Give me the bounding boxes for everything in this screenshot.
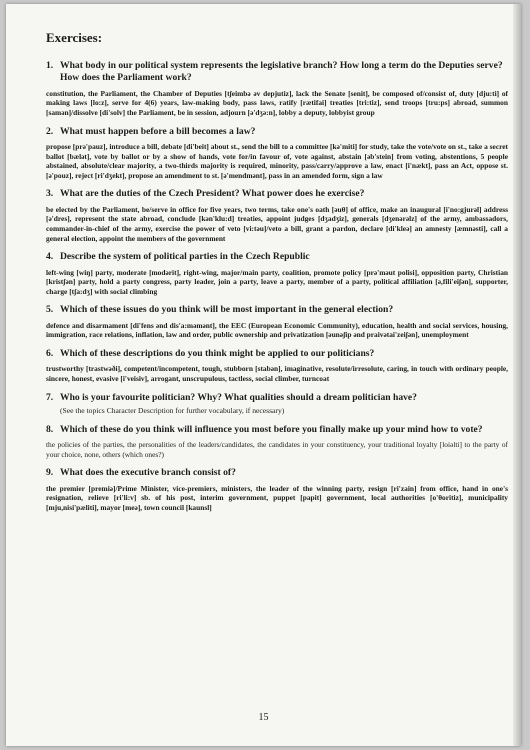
question-text: What body in our political system represents the legislative branch? How long a term do the Deputies serve? How does the Parliament work? — [60, 60, 503, 84]
page-number: 15 — [258, 712, 269, 723]
question-note: (See the topics Character Description for further vocabulary, if necessary) — [60, 405, 285, 415]
question-4 — [46, 251, 508, 296]
question-text: What are the duties of the Czech President? What power does he exercise? — [60, 188, 365, 200]
question-1 — [46, 60, 508, 118]
question-5 — [46, 304, 508, 340]
question-number: 7. — [46, 391, 54, 403]
vocabulary-list: constitution, the Parliament, the Chamber of Deputies [tʃeimbə əv depjutiz], lack the Senate [senit], be composed of/consist of, duty [dju:ti] of making laws [lo:z], serve for 4(6) years, law-making body, pass laws, ratify [rætifai] treaties [tri:tiz], send troops [tru:ps] abroad, summon [samən]/dissolve [di'solv] the Parliament, be in session, adjourn [ə'dʒə:n], lobby a deputy, lobbyist group — [46, 88, 508, 117]
vocabulary-list: defence and disarmament [di'fens ənd dis'a:məmənt], the EEC (European Economic Community), education, health and social services, housing, immigration, race relations, inflation, law and order, public ownership and privatization [əunəʃip ənd praivətai'zeiʃən], unemployment — [46, 320, 508, 340]
question-text: Who is your favourite politician? Why? What qualities should a dream politician have? — [60, 391, 417, 403]
question-7 — [46, 392, 508, 416]
vocabulary-list: left-wing [wiŋ] party, moderate [modərit], right-wing, major/main party, coalition, promote policy [prə'məut polisi], opposition party, Christian [kristʃən] party, hold a party congress, party leader, join a party, leave a party, member of a party, political affiliation [ə,fili'eiʃən], supporter, charge [tʃa:dʒ] with social climbing — [46, 267, 508, 296]
vocabulary-list: propose [prə'pauz], introduce a bill, debate [di'beit] about st., send the bill to a committee [kə'miti] for study, take the vote/vote on st., take a secret ballot [bælət], vote by ballot or by a show of hands, vote for/in favour of, vote against, abstain [əb'stein] from voting, abstentions, 5 people abstained, absolute/clear majority, a two-thirds majority is required, minority, pass/carry/approve a law, enact [i'nækt], pass an Act, oppose st. [ə'pouz], reject [ri'dʒekt], propose an amendment to st. [ə'mendmənt], pass in an amended form, sign a law — [46, 142, 508, 180]
question-number: 3. — [46, 188, 54, 200]
question-text: What must happen before a bill becomes a law? — [60, 125, 256, 137]
vocabulary-list: the policies of the parties, the personalities of the leaders/candidates, the candidates in your constituency, your traditional loyalty [loiəlti] to the party of your choice, none, others (which ones?) — [46, 439, 508, 459]
exercise-content — [46, 30, 508, 520]
question-6 — [46, 348, 508, 384]
question-2 — [46, 126, 508, 181]
question-3 — [46, 188, 508, 243]
vocabulary-list: be elected by the Parliament, be/serve in office for five years, two terms, take one's oath [əuθ] of office, make an inaugural [i'no:gjurəl] address [ə'dres], represent the state abroad, conclude [kən'klu:d] treaties, appoint judges [dʒadʒiz], generals [dʒenərəlz] of the army, ambassadors, commander-in-chief of the army, exercise the power of veto [vi:təu]/veto a bill, grant a pardon, declare [di'kleə] an amnesty [æmnəsti], call a general election, appoint the members of the government — [46, 204, 508, 243]
document-page — [6, 4, 521, 746]
vocabulary-list: trustworthy [trastwəði], competent/incompetent, tough, stubborn [stabən], imaginative, resolute/irresolute, caring, in touch with ordinary people, sincere, honest, evasive [i'veisiv], arrogant, unscrupulous, tactless, social climber, turncoat — [46, 364, 508, 383]
question-number: 5. — [46, 304, 54, 316]
question-number: 2. — [46, 125, 54, 137]
question-text: Which of these do you think will influence you most before you finally make up your mind how to vote? — [60, 423, 483, 435]
question-9 — [46, 467, 508, 512]
vocabulary-list: the premier [premiə]/Prime Minister, vice-premiers, ministers, the leader of the winning party, resign [ri'zain] from office, hand in one's resignation, relieve [ri'li:v] sb. of his post, interim government, puppet [papit] government, local authorities [o'θoritiz], municipality [mju,nisi'pæliti], mayor [meə], town council [kaunsl] — [46, 483, 508, 512]
page-title: Exercises: — [46, 30, 103, 45]
question-number: 9. — [46, 467, 54, 479]
question-8 — [46, 424, 508, 460]
question-text: Which of these descriptions do you think might be applied to our politicians? — [60, 347, 375, 359]
question-text: Which of these issues do you think will be most important in the general election? — [60, 304, 394, 316]
question-number: 4. — [46, 251, 54, 263]
question-text: Describe the system of political parties in the Czech Republic — [60, 251, 310, 263]
question-number: 6. — [46, 347, 54, 359]
question-number: 8. — [46, 423, 54, 435]
question-text: What does the executive branch consist of? — [60, 467, 236, 479]
question-number: 1. — [46, 60, 54, 71]
page-edge-shadow — [513, 4, 521, 746]
